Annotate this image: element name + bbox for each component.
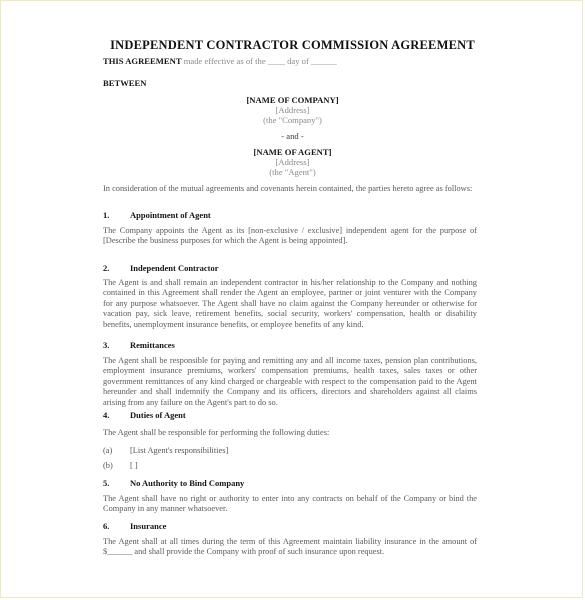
recital-paragraph: In consideration of the mutual agreements and covenants herein contained, the parties hereto agree as follows: <box>103 184 473 193</box>
section-number: 4. <box>103 410 110 420</box>
section-title: Duties of Agent <box>130 410 186 420</box>
party2-address: [Address] <box>275 157 310 167</box>
duty-item-label: (a) <box>103 446 113 455</box>
section-body: The Agent is and shall remain an independent contractor in his/her relationship to the Company and nothing contained in this Agreement shall render the Agent an employee, partner or joint venturer with the Company for any purpose whatsoever. The Agent shall have no claim against the Company hereunder or otherwise for vacation pay, sick leave, retirement benefits, social security, workers' compensation, health or disability benefits, unemployment insurance benefits, or employee benefits of any kind. <box>103 278 477 329</box>
section-body: The Agent shall be responsible for paying and remitting any and all income taxes, pension plan contributions, employment insurance premiums, workers' compensation premiums, health taxes, sales taxes or other government remittances of any kind charged or chargeable with respect to the compensation paid to the Agent hereunder and shall indemnify the Company and its officers, directors and shareholders against all claims arising from any failure on the Agent's part to do so. <box>103 356 477 407</box>
section-number: 5. <box>103 478 110 488</box>
party2-alias: (the "Agent") <box>269 167 316 177</box>
section-title: Independent Contractor <box>130 263 219 273</box>
party1-alias: (the "Company") <box>263 115 322 125</box>
section-title: Appointment of Agent <box>130 210 211 220</box>
section-number: 2. <box>103 263 110 273</box>
section-body: The Agent shall have no right or authority to enter into any contracts on behalf of the Company or bind the Company in any manner whatsoever. <box>103 494 477 514</box>
section-title: Remittances <box>130 340 175 350</box>
section-body: The Agent shall at all times during the term of this Agreement maintain liability insurance in the amount of $______ and shall provide the Company with proof of such insurance upon request. <box>103 537 477 557</box>
between-label: BETWEEN <box>103 78 147 88</box>
party1-address: [Address] <box>275 105 310 115</box>
intro-line <box>103 56 337 67</box>
document-title: INDEPENDENT CONTRACTOR COMMISSION AGREEMENT <box>110 38 475 52</box>
intro-text: made effective as of the ____ day of ______ <box>183 56 337 66</box>
party1-name: [NAME OF COMPANY] <box>246 95 339 105</box>
party2-name: [NAME OF AGENT] <box>253 147 332 157</box>
section-body: The Company appoints the Agent as its [non-exclusive / exclusive] independent agent for the purpose of [Describe the business purposes for which the Agent is being appointed]. <box>103 226 477 246</box>
duty-item-label: (b) <box>103 461 113 470</box>
section-title: No Authority to Bind Company <box>130 478 245 488</box>
section-body: The Agent shall be responsible for performing the following duties: <box>103 428 330 437</box>
duty-item-text: [ ] <box>130 461 138 470</box>
and-separator: - and - <box>281 131 304 141</box>
section-number: 3. <box>103 340 110 350</box>
duty-item-text: [List Agent's responsibilities] <box>130 446 229 455</box>
intro-label: THIS AGREEMENT <box>103 56 182 66</box>
section-title: Insurance <box>130 521 167 531</box>
section-number: 6. <box>103 521 110 531</box>
section-number: 1. <box>103 210 110 220</box>
